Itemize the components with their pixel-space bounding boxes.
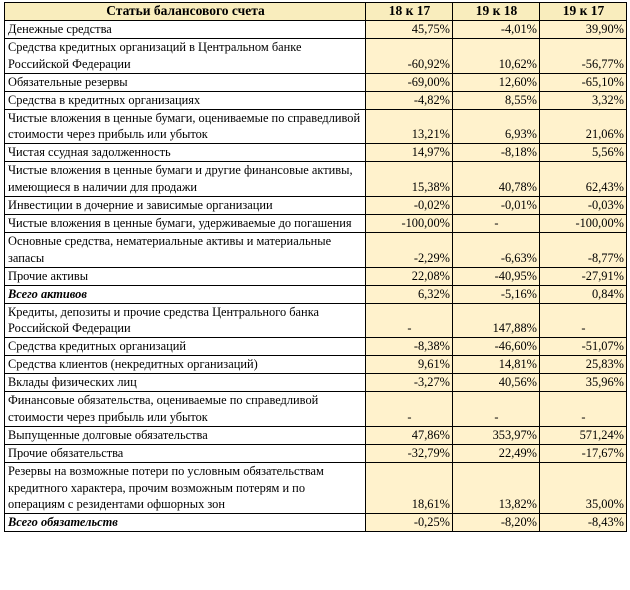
table-row [5, 303, 627, 338]
row-label: Вклады физических лиц [5, 374, 366, 392]
cell-col-1: -4,82% [366, 91, 453, 109]
cell-col-2: 10,62% [453, 38, 540, 73]
cell-col-3: - [540, 303, 627, 338]
table-row [5, 162, 627, 197]
cell-col-2: -8,20% [453, 514, 540, 532]
cell-col-1: -2,29% [366, 232, 453, 267]
cell-col-3: 62,43% [540, 162, 627, 197]
table-row [5, 232, 627, 267]
header-col-19-17: 19 к 17 [540, 3, 627, 21]
cell-col-2: 40,78% [453, 162, 540, 197]
row-label: Кредиты, депозиты и прочие средства Центрального банка Российской Федерации [5, 303, 366, 338]
cell-col-2: - [453, 392, 540, 427]
cell-col-1: -0,25% [366, 514, 453, 532]
cell-col-1: - [366, 303, 453, 338]
cell-col-1: 22,08% [366, 267, 453, 285]
row-label: Чистые вложения в ценные бумаги и другие финансовые активы, имеющиеся в наличии для продажи [5, 162, 366, 197]
row-label: Чистые вложения в ценные бумаги, удерживаемые до погашения [5, 214, 366, 232]
table-header-row [5, 3, 627, 21]
cell-col-2: - [453, 214, 540, 232]
table-row [5, 73, 627, 91]
cell-col-3: 35,96% [540, 374, 627, 392]
cell-col-2: 147,88% [453, 303, 540, 338]
cell-col-3: -27,91% [540, 267, 627, 285]
cell-col-1: -0,02% [366, 197, 453, 215]
cell-col-3: -65,10% [540, 73, 627, 91]
table-row [5, 91, 627, 109]
row-label: Средства кредитных организаций в Центральном банке Российской Федерации [5, 38, 366, 73]
table-row [5, 426, 627, 444]
cell-col-2: 6,93% [453, 109, 540, 144]
cell-col-1: -8,38% [366, 338, 453, 356]
cell-col-3: -51,07% [540, 338, 627, 356]
table-body [5, 21, 627, 532]
table-row [5, 267, 627, 285]
table-row [5, 356, 627, 374]
cell-col-3: -100,00% [540, 214, 627, 232]
cell-col-1: 14,97% [366, 144, 453, 162]
cell-col-2: -40,95% [453, 267, 540, 285]
row-label: Всего активов [5, 285, 366, 303]
cell-col-3: 35,00% [540, 462, 627, 514]
cell-col-2: 13,82% [453, 462, 540, 514]
row-label: Средства кредитных организаций [5, 338, 366, 356]
table-row [5, 38, 627, 73]
cell-col-3: 3,32% [540, 91, 627, 109]
table-row [5, 392, 627, 427]
table-row [5, 444, 627, 462]
cell-col-2: 353,97% [453, 426, 540, 444]
row-label: Резервы на возможные потери по условным обязательствам кредитного характера, прочим возможным потерям и по операциям с резидентами офшорных зон [5, 462, 366, 514]
cell-col-3: -17,67% [540, 444, 627, 462]
cell-col-2: 14,81% [453, 356, 540, 374]
cell-col-3: 21,06% [540, 109, 627, 144]
cell-col-3: -8,77% [540, 232, 627, 267]
cell-col-3: - [540, 392, 627, 427]
cell-col-1: 45,75% [366, 21, 453, 39]
cell-col-2: -5,16% [453, 285, 540, 303]
row-label: Инвестиции в дочерние и зависимые организации [5, 197, 366, 215]
cell-col-2: 40,56% [453, 374, 540, 392]
row-label: Чистые вложения в ценные бумаги, оцениваемые по справедливой стоимости через прибыль или убыток [5, 109, 366, 144]
header-col-18-17: 18 к 17 [366, 3, 453, 21]
cell-col-1: 6,32% [366, 285, 453, 303]
row-label: Выпущенные долговые обязательства [5, 426, 366, 444]
table-row-total [5, 285, 627, 303]
cell-col-2: 22,49% [453, 444, 540, 462]
cell-col-2: 8,55% [453, 91, 540, 109]
table-row [5, 197, 627, 215]
row-label: Всего обязательств [5, 514, 366, 532]
table-row [5, 374, 627, 392]
row-label: Финансовые обязательства, оцениваемые по справедливой стоимости через прибыль или убыток [5, 392, 366, 427]
cell-col-1: 47,86% [366, 426, 453, 444]
cell-col-3: 571,24% [540, 426, 627, 444]
row-label: Средства клиентов (некредитных организаций) [5, 356, 366, 374]
cell-col-1: -32,79% [366, 444, 453, 462]
table-row-total [5, 514, 627, 532]
row-label: Обязательные резервы [5, 73, 366, 91]
balance-change-table [4, 2, 627, 532]
cell-col-3: -8,43% [540, 514, 627, 532]
cell-col-3: 25,83% [540, 356, 627, 374]
row-label: Прочие активы [5, 267, 366, 285]
cell-col-2: -0,01% [453, 197, 540, 215]
cell-col-1: - [366, 392, 453, 427]
cell-col-3: 39,90% [540, 21, 627, 39]
cell-col-3: -0,03% [540, 197, 627, 215]
cell-col-3: 0,84% [540, 285, 627, 303]
cell-col-1: -3,27% [366, 374, 453, 392]
cell-col-1: 13,21% [366, 109, 453, 144]
table-row [5, 21, 627, 39]
table-row [5, 462, 627, 514]
cell-col-2: -4,01% [453, 21, 540, 39]
table-row [5, 109, 627, 144]
row-label: Основные средства, нематериальные активы и материальные запасы [5, 232, 366, 267]
table-row [5, 338, 627, 356]
row-label: Денежные средства [5, 21, 366, 39]
cell-col-2: -46,60% [453, 338, 540, 356]
cell-col-2: -8,18% [453, 144, 540, 162]
row-label: Прочие обязательства [5, 444, 366, 462]
cell-col-1: -100,00% [366, 214, 453, 232]
header-col-19-18: 19 к 18 [453, 3, 540, 21]
header-label: Статьи балансового счета [5, 3, 366, 21]
row-label: Чистая ссудная задолженность [5, 144, 366, 162]
cell-col-1: 15,38% [366, 162, 453, 197]
cell-col-1: -60,92% [366, 38, 453, 73]
cell-col-2: 12,60% [453, 73, 540, 91]
cell-col-3: -56,77% [540, 38, 627, 73]
cell-col-1: 18,61% [366, 462, 453, 514]
row-label: Средства в кредитных организациях [5, 91, 366, 109]
table-row [5, 214, 627, 232]
cell-col-2: -6,63% [453, 232, 540, 267]
cell-col-1: -69,00% [366, 73, 453, 91]
table-row [5, 144, 627, 162]
cell-col-1: 9,61% [366, 356, 453, 374]
cell-col-3: 5,56% [540, 144, 627, 162]
